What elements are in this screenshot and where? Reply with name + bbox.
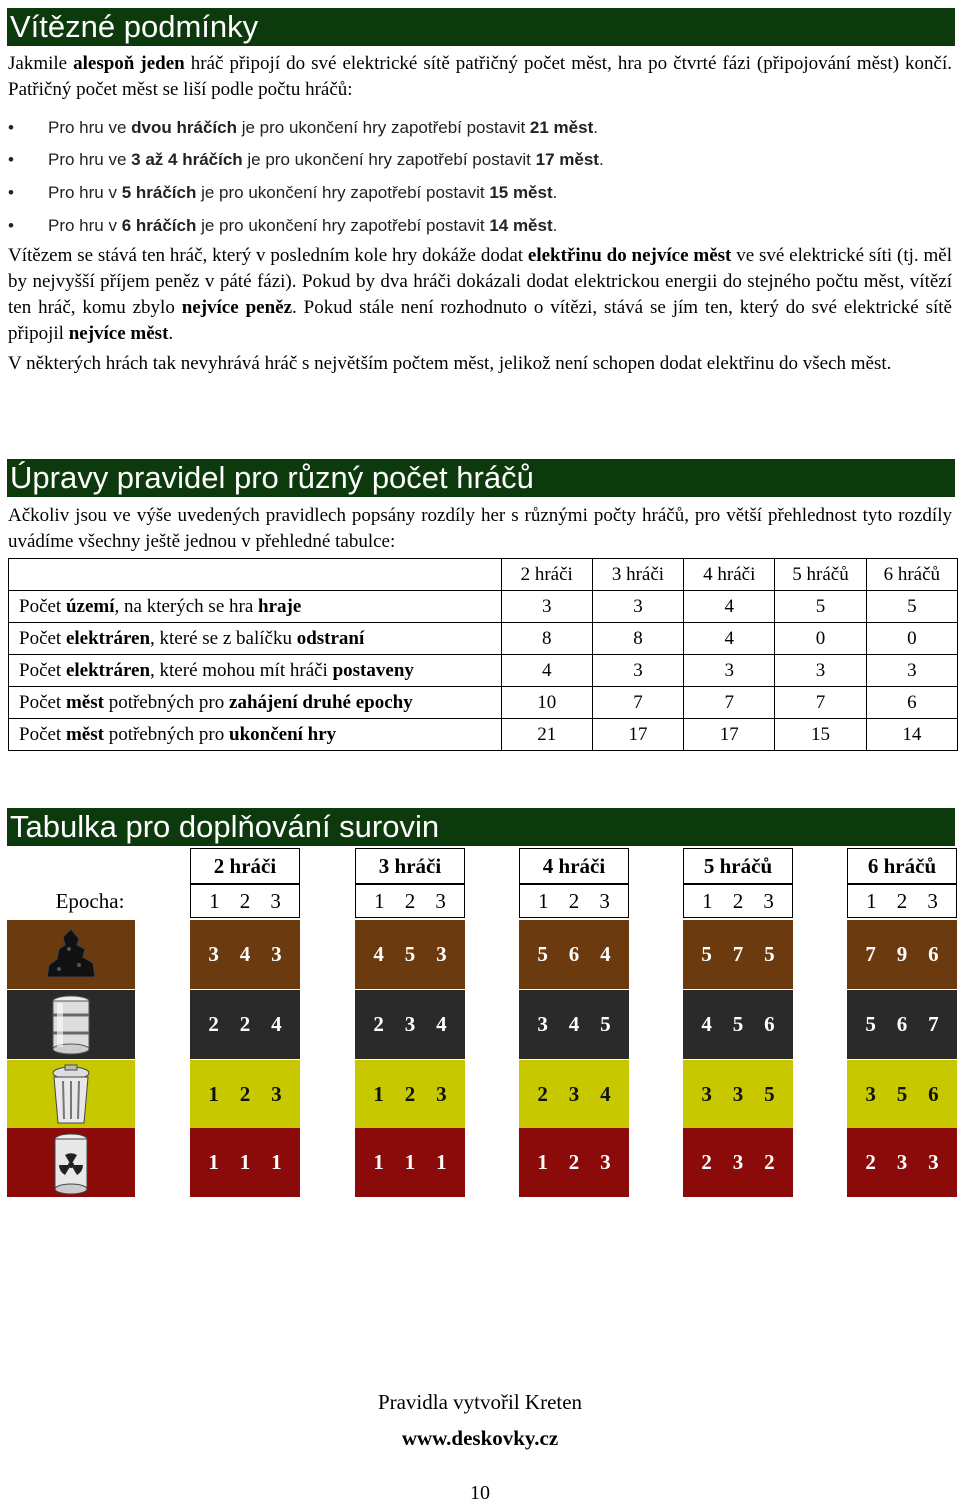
epoch-number: 1 bbox=[374, 888, 385, 913]
resupply-amount: 6 bbox=[568, 942, 580, 966]
resupply-amount: 2 bbox=[239, 1082, 251, 1106]
resupply-amount: 3 bbox=[701, 1082, 712, 1106]
footer-credit: Pravidla vytvořil Kreten bbox=[377, 1390, 583, 1414]
epoch-number: 1 bbox=[538, 888, 549, 913]
section-title-rule-changes: Úpravy pravidel pro různý počet hráčů bbox=[7, 459, 955, 497]
resupply-amount: 1 bbox=[239, 1150, 251, 1174]
resupply-amount: 4 bbox=[239, 942, 251, 966]
section-title-resupply: Tabulka pro doplňování surovin bbox=[7, 808, 955, 846]
rules-value-cell: 4 bbox=[501, 655, 592, 687]
rules-row-label: Počet měst potřebných pro ukončení hry bbox=[9, 719, 502, 751]
epoch-label: Epocha: bbox=[55, 888, 125, 913]
rules-value-cell: 5 bbox=[775, 591, 866, 623]
rules-row-label: Počet území, na kterých se hra hraje bbox=[9, 591, 502, 623]
resupply-amount: 3 bbox=[600, 1150, 611, 1174]
victory-winner-paragraph: Vítězem se stává ten hráč, který v posledním kole hry dokáže dodat elektřinu do nejvíce měst ve své elektrické síti (tj. měl by nejvyšší příjem peněz v páté fázi). Pokud by dva hráči dokázali dodat elektrickou energii do stejného počtu měst, vítězí ten hráč, komu zbylo nejvíce peněz. Pokud stále není rozhodnuto o vítězi, stává se jím ten, který do své elektrické sítě připojil nejvíce měst. bbox=[8, 245, 952, 344]
resupply-epoch-row bbox=[847, 884, 957, 918]
rules-value-cell: 3 bbox=[592, 591, 683, 623]
resupply-amount: 4 bbox=[701, 1012, 712, 1036]
resupply-amount: 2 bbox=[239, 1012, 251, 1036]
rules-row bbox=[9, 687, 958, 719]
resupply-epoch-row bbox=[355, 884, 465, 918]
oil-barrel-icon bbox=[7, 990, 135, 1059]
resupply-amount: 4 bbox=[568, 1012, 580, 1036]
resupply-garbage-cell bbox=[683, 1060, 793, 1129]
resupply-player-header: 2 hráči bbox=[190, 848, 300, 884]
resupply-coal-cell bbox=[519, 920, 629, 989]
victory-bullet-item: • Pro hru ve 3 až 4 hráčích je pro ukončení hry zapotřebí postavit 17 měst. bbox=[48, 147, 604, 173]
resupply-amount: 6 bbox=[764, 1012, 775, 1036]
resupply-amount: 5 bbox=[701, 942, 712, 966]
resupply-amount: 2 bbox=[865, 1150, 876, 1174]
rules-row bbox=[9, 591, 958, 623]
rules-value-cell: 4 bbox=[684, 623, 775, 655]
resupply-amount: 7 bbox=[928, 1012, 939, 1036]
resupply-amount: 3 bbox=[928, 1150, 939, 1174]
resupply-amount: 2 bbox=[701, 1150, 712, 1174]
resupply-amount: 1 bbox=[208, 1150, 219, 1174]
resupply-garbage-cell bbox=[519, 1060, 629, 1129]
resupply-amount: 9 bbox=[896, 942, 908, 966]
resupply-oil-cell bbox=[519, 990, 629, 1059]
resupply-amount: 3 bbox=[404, 1012, 416, 1036]
resupply-amount: 5 bbox=[537, 942, 548, 966]
epoch-number: 2 bbox=[896, 888, 908, 913]
resupply-amount: 6 bbox=[928, 942, 939, 966]
rules-value-cell: 10 bbox=[501, 687, 592, 719]
resupply-player-header: 5 hráčů bbox=[683, 848, 793, 884]
rules-value-cell: 4 bbox=[684, 591, 775, 623]
page-number: 10 bbox=[470, 1482, 490, 1504]
resupply-epoch-row bbox=[683, 884, 793, 918]
victory-intro: Jakmile alespoň jeden hráč připojí do své elektrické sítě patřičný počet měst, hra po čtvrté fázi (připojování měst) končí. Patřičný počet měst se liší podle počtu hráčů: bbox=[8, 53, 953, 100]
resupply-epoch-row bbox=[519, 884, 629, 918]
rules-row bbox=[9, 623, 958, 655]
rules-row bbox=[9, 719, 958, 751]
resupply-amount: 5 bbox=[764, 1082, 775, 1106]
epoch-number: 3 bbox=[435, 888, 446, 913]
victory-bullet-item: • Pro hru ve dvou hráčích je pro ukončení hry zapotřebí postavit 21 měst. bbox=[48, 115, 598, 141]
resupply-amount: 2 bbox=[568, 1150, 580, 1174]
rules-value-cell: 6 bbox=[866, 687, 957, 719]
resupply-amount: 3 bbox=[436, 942, 447, 966]
coal-icon bbox=[7, 920, 135, 989]
rules-value-cell: 3 bbox=[501, 591, 592, 623]
rules-header-cell: 4 hráči bbox=[684, 559, 775, 591]
resupply-uranium-cell bbox=[519, 1128, 629, 1197]
rules-row-label: Počet elektráren, které mohou mít hráči postaveny bbox=[9, 655, 502, 687]
rules-value-cell: 0 bbox=[866, 623, 957, 655]
rules-header-cell: 6 hráčů bbox=[866, 559, 957, 591]
resupply-epoch-row bbox=[190, 884, 300, 918]
resupply-player-header: 3 hráči bbox=[355, 848, 465, 884]
resupply-amount: 3 bbox=[271, 1082, 282, 1106]
rules-value-cell: 21 bbox=[501, 719, 592, 751]
epoch-number: 2 bbox=[568, 888, 580, 913]
resupply-amount: 1 bbox=[208, 1082, 219, 1106]
resupply-amount: 5 bbox=[865, 1012, 876, 1036]
resupply-oil-cell bbox=[683, 990, 793, 1059]
resupply-amount: 5 bbox=[732, 1012, 744, 1036]
rules-value-cell: 17 bbox=[592, 719, 683, 751]
rules-corner-cell bbox=[9, 559, 502, 591]
resupply-amount: 4 bbox=[600, 942, 611, 966]
resupply-amount: 1 bbox=[271, 1150, 282, 1174]
rules-value-cell: 3 bbox=[775, 655, 866, 687]
resupply-oil-cell bbox=[847, 990, 957, 1059]
resupply-amount: 1 bbox=[537, 1150, 548, 1174]
resupply-amount: 3 bbox=[568, 1082, 580, 1106]
resupply-amount: 2 bbox=[373, 1012, 384, 1036]
resupply-garbage-cell bbox=[355, 1060, 465, 1129]
resupply-amount: 2 bbox=[537, 1082, 548, 1106]
resupply-amount: 5 bbox=[600, 1012, 611, 1036]
resupply-amount: 3 bbox=[271, 942, 282, 966]
rules-row-label: Počet elektráren, které se z balíčku odstraní bbox=[9, 623, 502, 655]
resupply-amount: 5 bbox=[764, 942, 775, 966]
rules-header-row bbox=[9, 559, 958, 591]
rules-row-label: Počet měst potřebných pro zahájení druhé epochy bbox=[9, 687, 502, 719]
resupply-uranium-cell bbox=[355, 1128, 465, 1197]
resupply-coal-cell bbox=[683, 920, 793, 989]
resupply-amount: 1 bbox=[404, 1150, 416, 1174]
resupply-amount: 4 bbox=[436, 1012, 447, 1036]
resupply-amount: 4 bbox=[373, 942, 384, 966]
rules-row bbox=[9, 655, 958, 687]
resupply-uranium-cell bbox=[847, 1128, 957, 1197]
rule-changes-table bbox=[8, 558, 958, 751]
resupply-amount: 1 bbox=[373, 1150, 384, 1174]
resupply-amount: 6 bbox=[928, 1082, 939, 1106]
resupply-oil-cell bbox=[355, 990, 465, 1059]
epoch-number: 1 bbox=[866, 888, 877, 913]
epoch-number: 1 bbox=[209, 888, 220, 913]
epoch-number: 3 bbox=[599, 888, 610, 913]
epoch-number: 1 bbox=[702, 888, 713, 913]
resupply-oil-cell bbox=[190, 990, 300, 1059]
rules-header-cell: 3 hráči bbox=[592, 559, 683, 591]
resupply-amount: 2 bbox=[404, 1082, 416, 1106]
resupply-coal-cell bbox=[190, 920, 300, 989]
epoch-number: 3 bbox=[270, 888, 281, 913]
resupply-amount: 7 bbox=[865, 942, 876, 966]
garbage-can-icon bbox=[7, 1060, 135, 1129]
resupply-amount: 6 bbox=[896, 1012, 908, 1036]
rules-value-cell: 7 bbox=[775, 687, 866, 719]
section-title-victory: Vítězné podmínky bbox=[7, 8, 955, 46]
uranium-icon bbox=[7, 1128, 135, 1197]
rules-value-cell: 14 bbox=[866, 719, 957, 751]
resupply-amount: 1 bbox=[436, 1150, 447, 1174]
rules-value-cell: 3 bbox=[592, 655, 683, 687]
rules-value-cell: 0 bbox=[775, 623, 866, 655]
rules-header-cell: 5 hráčů bbox=[775, 559, 866, 591]
resupply-amount: 3 bbox=[865, 1082, 876, 1106]
resupply-uranium-cell bbox=[683, 1128, 793, 1197]
rules-header-cell: 2 hráči bbox=[501, 559, 592, 591]
epoch-number: 2 bbox=[732, 888, 744, 913]
resupply-amount: 3 bbox=[732, 1082, 744, 1106]
victory-note-paragraph: V některých hrách tak nevyhrává hráč s největším počtem měst, jelikož není schopen dodat elektřinu do všech měst. bbox=[8, 353, 892, 374]
rules-value-cell: 8 bbox=[501, 623, 592, 655]
resupply-coal-cell bbox=[355, 920, 465, 989]
resupply-amount: 2 bbox=[208, 1012, 219, 1036]
resupply-coal-cell bbox=[847, 920, 957, 989]
epoch-number: 3 bbox=[763, 888, 774, 913]
resupply-amount: 3 bbox=[537, 1012, 548, 1036]
epoch-number: 2 bbox=[404, 888, 416, 913]
victory-bullet-item: • Pro hru v 6 hráčích je pro ukončení hry zapotřebí postavit 14 měst. bbox=[48, 213, 557, 239]
rules-value-cell: 17 bbox=[684, 719, 775, 751]
rules-value-cell: 3 bbox=[866, 655, 957, 687]
rules-value-cell: 15 bbox=[775, 719, 866, 751]
victory-bullet-item: • Pro hru v 5 hráčích je pro ukončení hry zapotřebí postavit 15 měst. bbox=[48, 180, 557, 206]
resupply-amount: 3 bbox=[208, 942, 219, 966]
epoch-number: 3 bbox=[927, 888, 938, 913]
rules-value-cell: 8 bbox=[592, 623, 683, 655]
resupply-amount: 2 bbox=[764, 1150, 775, 1174]
rules-value-cell: 5 bbox=[866, 591, 957, 623]
resupply-amount: 7 bbox=[732, 942, 744, 966]
resupply-garbage-cell bbox=[847, 1060, 957, 1129]
resupply-amount: 1 bbox=[373, 1082, 384, 1106]
resupply-amount: 5 bbox=[404, 942, 416, 966]
resupply-player-header: 6 hráčů bbox=[847, 848, 957, 884]
resupply-garbage-cell bbox=[190, 1060, 300, 1129]
resupply-uranium-cell bbox=[190, 1128, 300, 1197]
rules-value-cell: 3 bbox=[684, 655, 775, 687]
resupply-amount: 5 bbox=[896, 1082, 908, 1106]
resupply-amount: 3 bbox=[732, 1150, 744, 1174]
resupply-amount: 3 bbox=[896, 1150, 908, 1174]
epoch-number: 2 bbox=[239, 888, 251, 913]
rules-value-cell: 7 bbox=[684, 687, 775, 719]
footer-url: www.deskovky.cz bbox=[401, 1426, 559, 1450]
resupply-player-header: 4 hráči bbox=[519, 848, 629, 884]
rule-changes-intro: Ačkoliv jsou ve výše uvedených pravidlech popsány rozdíly her s různými počty hráčů, pro větší přehlednost tyto rozdíly uvádíme všechny ještě jednou v přehledné tabulce: bbox=[8, 505, 952, 552]
resupply-amount: 4 bbox=[600, 1082, 611, 1106]
rules-value-cell: 7 bbox=[592, 687, 683, 719]
resupply-amount: 3 bbox=[436, 1082, 447, 1106]
resupply-amount: 4 bbox=[271, 1012, 282, 1036]
